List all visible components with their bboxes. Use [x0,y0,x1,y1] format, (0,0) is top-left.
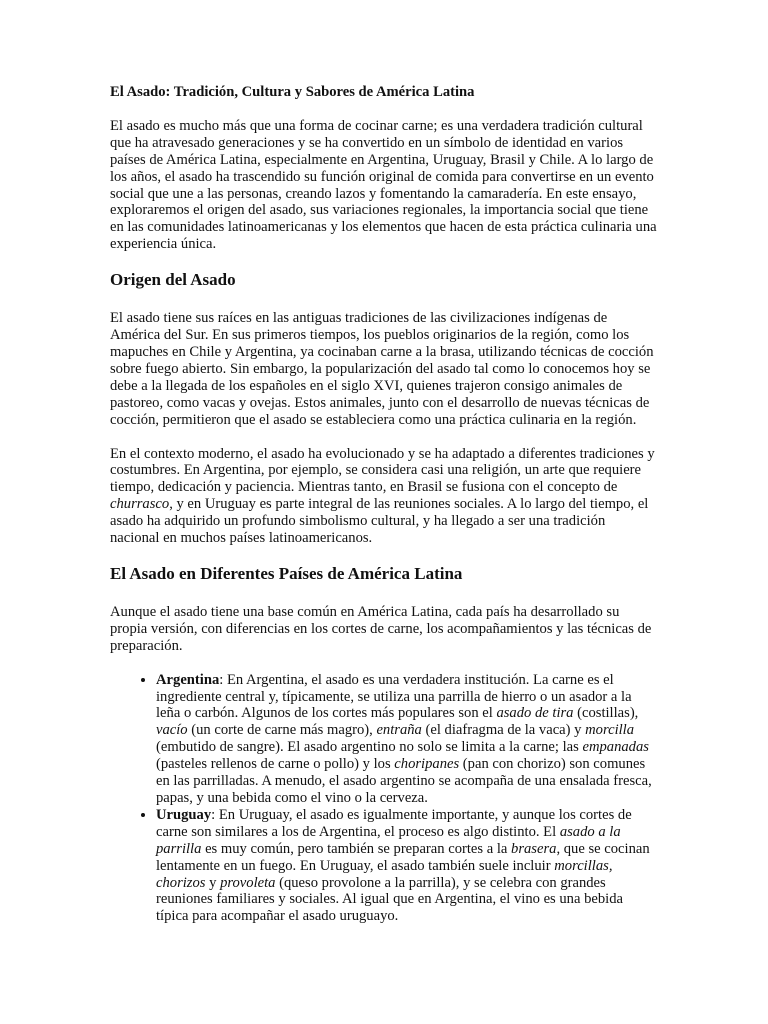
paises-paragraph-1 [110,604,658,655]
text-run: , que se cocinan lentamente en un fuego. En Uruguay, el asado también suele incluir [156,840,650,874]
italic-term: churrasco [110,496,170,513]
text-run: y [205,874,221,891]
italic-term: provoleta [220,874,276,891]
origen-paragraph-2 [110,446,658,547]
italic-term: empanadas [582,739,649,756]
italic-term: morcilla [585,722,635,739]
bold-term: Uruguay [156,806,212,823]
list-item-uruguay [156,807,658,925]
origen-paragraph-1 [110,310,658,428]
text-run: Aunque el asado tiene una base común en América Latina, cada país ha desarrollado su propia versión, con diferencias en los cortes de carne, los acompañamientos y las técnicas de preparación. [110,603,652,654]
text-run: El asado tiene sus raíces en las antiguas tradiciones de las civilizaciones indígenas de América del Sur. En sus primeros tiempos, los pueblos originarios de la región, como los mapuches en Chile y Argentina, ya cocinaban carne a la brasa, utilizando técnicas de cocción sobre fuego abierto. Sin embargo, la popularización del asado tal como lo conocemos hoy se debe a la llegada de los españoles en el siglo XVI, quienes trajeron consigo animales de pastoreo, como vacas y ovejas. Estos animales, junto con el desarrollo de nuevas técnicas de cocción, permitieron que el asado se estableciera como una práctica culinaria en la región. [110,310,654,428]
text-run: El asado es mucho más que una forma de cocinar carne; es una verdadera tradición cultural que ha atravesado generaciones y se ha convertido en un símbolo de identidad en varios países de América Latina, especialmente en Argentina, Uruguay, Brasil y Chile. A lo largo de los años, el asado ha trascendido su función original de comida para convertirse en un evento social que une a las personas, creando lazos y fomentando la camaradería. En este ensayo, exploraremos el origen del asado, sus variaciones regionales, la importancia social que tiene en las comunidades latinoamericanas y los elementos que hacen de esta práctica culinaria una experiencia única. [110,117,657,253]
italic-term: entraña [376,722,422,739]
country-list [110,672,658,926]
bold-term: Argentina [156,671,220,688]
text-run: : En Uruguay, el asado es igualmente importante, y aunque los cortes de carne son similares a los de Argentina, el proceso es algo distinto. El [156,806,632,840]
document-title: El Asado: Tradición, Cultura y Sabores de América Latina [110,84,475,100]
italic-term: vacío [156,722,188,739]
text-run: (un corte de carne más magro), [187,722,377,739]
text-run: (queso provolone a la parrilla), y se celebra con grandes reuniones familiares y sociales. Al igual que en Argentina, el vino es una bebida típica para acompañar el asado uruguayo. [156,874,624,925]
text-run: (embutido de sangre). El asado argentino no solo se limita a la carne; las [156,739,583,756]
text-run: es muy común, pero también se preparan cortes a la [201,840,512,857]
text-run: (el diafragma de la vaca) y [421,722,586,739]
list-item-argentina [156,672,658,807]
text-run: : En Argentina, el asado es una verdadera institución. La carne es el ingrediente central y, típicamente, se utiliza una parrilla de hierro o un asador a la leña o carbón. Algunos de los cortes más populares son el [156,671,632,722]
text-run: (costillas), [573,705,639,722]
italic-term: choripanes [394,756,460,773]
intro-paragraph [110,118,658,253]
section-heading-origen: Origen del Asado [110,270,236,290]
text-run: (pan con chorizo) son comunes en las parrilladas. A menudo, el asado argentino se acompaña de una ensalada fresca, papas, y una bebida como el vino o la cerveza. [156,756,652,806]
italic-term: brasera [511,840,557,857]
section-heading-paises: El Asado en Diferentes Países de América Latina [110,563,463,583]
text-run: , y en Uruguay es parte integral de las reuniones sociales. A lo largo del tiempo, el asado ha adquirido un profundo simbolismo cultural, y ha llegado a ser una tradición nacional en muchos países latinoamericanos. [110,496,649,547]
italic-term: asado de tira [496,705,574,722]
italic-term: asado a la parrilla [156,823,621,857]
text-run: En el contexto moderno, el asado ha evolucionado y se ha adaptado a diferentes tradiciones y costumbres. En Argentina, por ejemplo, se considera casi una religión, un arte que requiere tiempo, dedicación y paciencia. Mientras tanto, en Brasil se fusiona con el concepto de [110,445,655,496]
text-run: (pasteles rellenos de carne o pollo) y los [156,756,395,773]
italic-term: morcillas, chorizos [156,857,613,891]
